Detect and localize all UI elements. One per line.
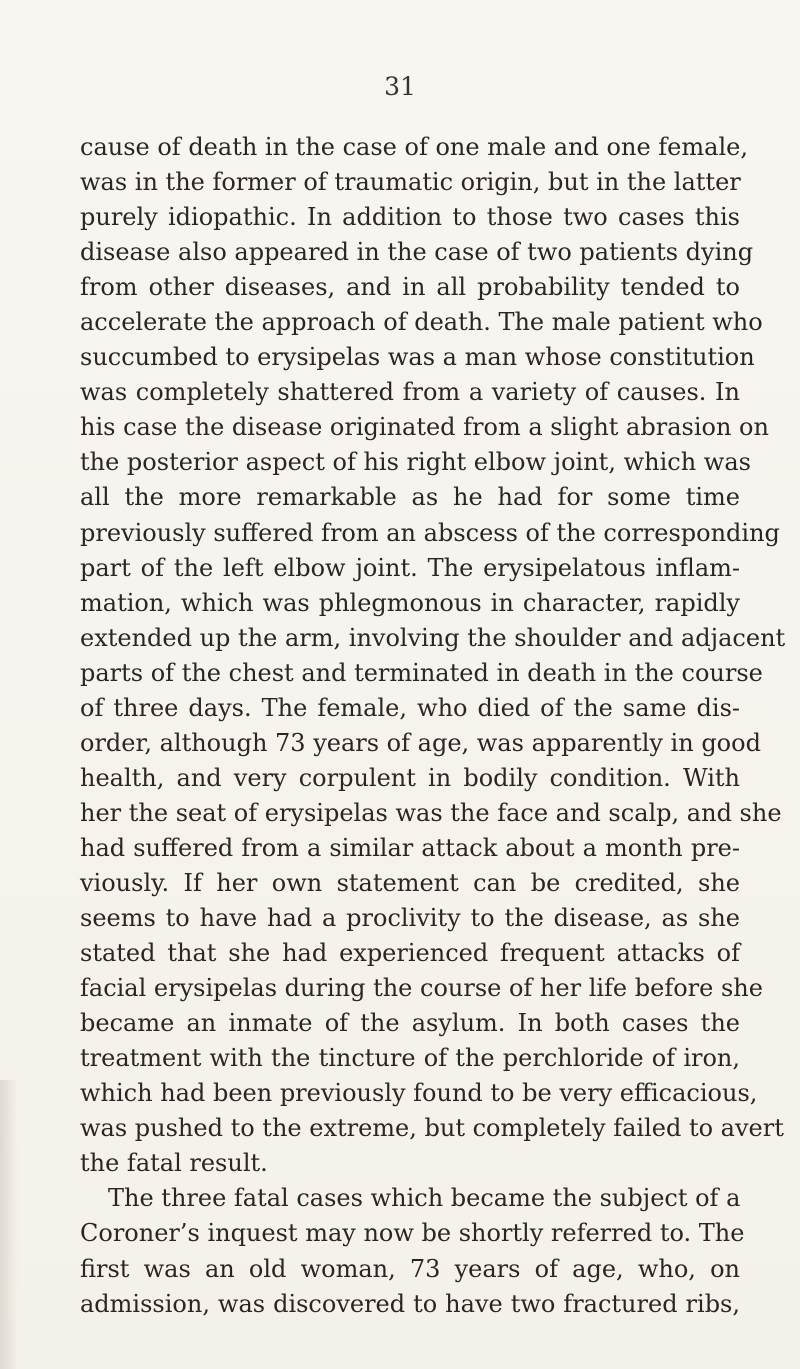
text-line: his case the disease originated from a slight abrasion on (80, 413, 769, 442)
page-number: 31 (384, 72, 416, 101)
text-line: the posterior aspect of his right elbow joint, which was (80, 448, 751, 477)
text-line: order, although 73 years of age, was apparently in good (80, 728, 761, 757)
text-line: The three fatal cases which became the subject of a (108, 1184, 741, 1213)
text-line: was completely shattered from a variety of causes. In (80, 378, 740, 407)
text-line: was in the former of traumatic origin, but in the latter (80, 168, 741, 197)
text-line: was pushed to the extreme, but completely failed to avert (80, 1114, 784, 1143)
text-line: became an inmate of the asylum. In both cases the (80, 1009, 740, 1038)
text-line: stated that she had experienced frequent attacks of (80, 939, 740, 968)
text-line: extended up the arm, involving the shoulder and adjacent (80, 623, 786, 652)
text-line: cause of death in the case of one male and one female, (80, 133, 748, 161)
text-line: which had been previously found to be very efficacious, (80, 1079, 758, 1108)
body-text (80, 130, 786, 1322)
text-line: admission, was discovered to have two fractured ribs, (80, 1289, 740, 1318)
text-line: from other diseases, and in all probability tended to (80, 273, 740, 302)
page-edge-shadow (0, 1080, 18, 1369)
text-line: all the more remarkable as he had for some time (80, 483, 740, 512)
text-line: first was an old woman, 73 years of age, who, on (80, 1254, 740, 1283)
text-line: the fatal result. (80, 1149, 268, 1178)
text-line: succumbed to erysipelas was a man whose constitution (80, 343, 755, 372)
text-line: Coroner’s inquest may now be shortly referred to. The (80, 1219, 745, 1248)
text-line: viously. If her own statement can be credited, she (80, 868, 740, 897)
text-line: seems to have had a proclivity to the disease, as she (80, 904, 740, 933)
text-line: mation, which was phlegmonous in character, rapidly (80, 588, 740, 617)
text-line: facial erysipelas during the course of her life before she (80, 974, 763, 1003)
text-line: previously suffered from an abscess of the corresponding (80, 518, 780, 547)
text-line: treatment with the tincture of the perchloride of iron, (80, 1044, 740, 1073)
text-line: of three days. The female, who died of the same dis- (80, 693, 740, 722)
text-line: parts of the chest and terminated in death in the course (80, 658, 763, 687)
text-line: her the seat of erysipelas was the face and scalp, and she (80, 798, 782, 827)
text-line: part of the left elbow joint. The erysipelatous inflam- (80, 553, 740, 582)
text-line: had suffered from a similar attack about a month pre- (80, 833, 740, 862)
text-line: disease also appeared in the case of two patients dying (80, 238, 754, 267)
text-line: health, and very corpulent in bodily condition. With (80, 763, 740, 792)
text-line: accelerate the approach of death. The male patient who (80, 308, 763, 337)
text-line: purely idiopathic. In addition to those two cases this (80, 203, 740, 232)
